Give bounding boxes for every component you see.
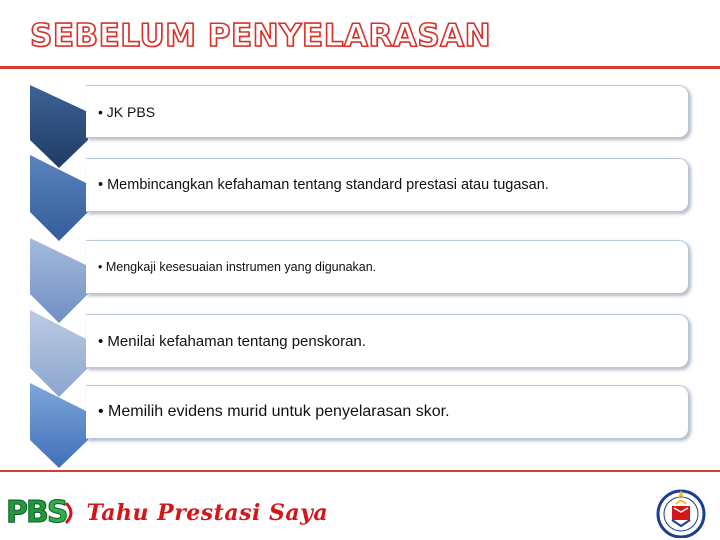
title-divider [0,66,720,69]
pbs-logo [6,495,328,530]
step-text-3: • Mengkaji kesesuaian instrumen yang digunakan. [98,260,377,274]
process-chevrons [0,0,90,480]
pbs-letter-p: P [6,495,26,530]
chevron-step-1 [30,85,88,168]
step-text-4: • Menilai kefahaman tentang penskoran. [98,332,366,350]
chevron-step-4 [30,310,88,397]
pbs-letter-s: S [46,495,67,530]
step-text-5: • Memilih evidens murid untuk penyelarasan skor. [98,403,450,420]
slide-title: SEBELUM PENYELARASAN [30,18,492,54]
footer-divider [0,470,720,472]
pbs-swoosh-icon [64,501,76,525]
footer-tagline: Tahu Prestasi Saya [86,499,329,526]
step-box-2 [86,158,689,212]
step-text-1: • JK PBS [98,103,156,120]
step-box-4 [86,314,689,368]
step-text-2: • Membincangkan kefahaman tentang standard prestasi atau tugasan. [98,177,549,193]
step-box-1 [86,85,689,138]
step-box-3 [86,240,689,294]
step-box-5 [86,385,689,439]
pbs-logo-letters [6,495,66,530]
chevron-step-3 [30,238,88,323]
pbs-letter-b: B [26,495,47,530]
ministry-emblem-icon [650,484,712,538]
